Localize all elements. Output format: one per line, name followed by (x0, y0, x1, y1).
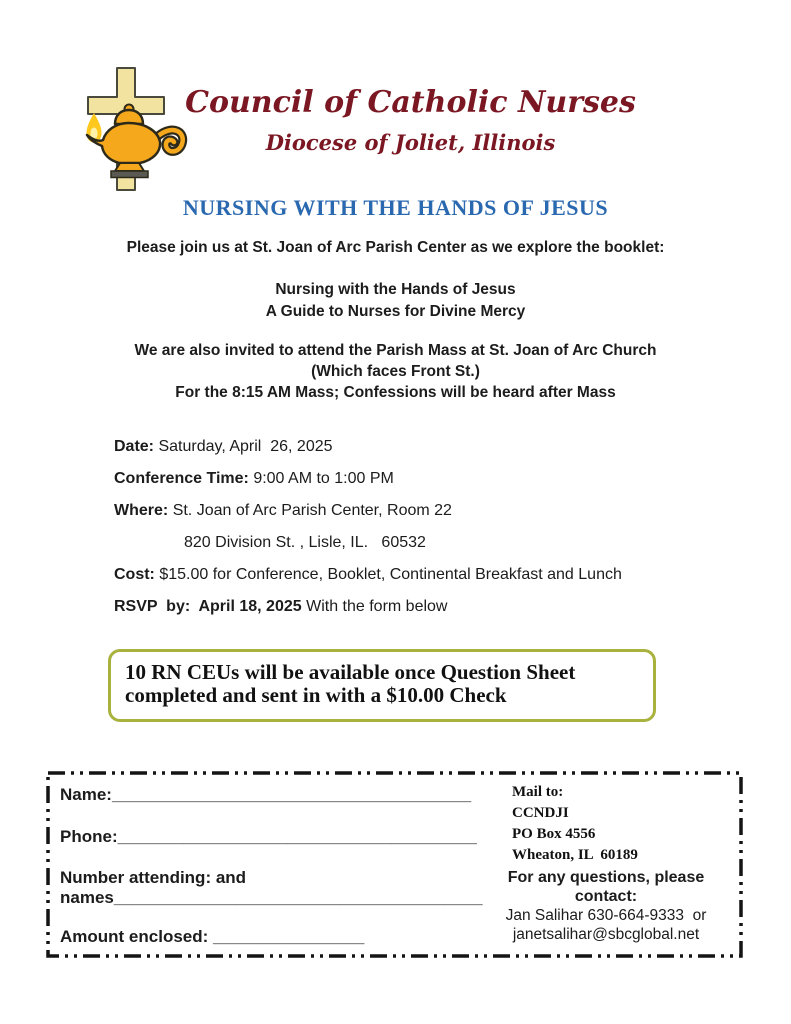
mail-to-heading: Mail to: (512, 784, 564, 800)
where-label: Where: (114, 502, 169, 519)
ceu-notice-line2: completed and sent in with a $10.00 Check (125, 683, 507, 707)
detail-date (114, 437, 751, 456)
questions-heading: For any questions, please contact: (507, 869, 709, 905)
detail-time (114, 469, 751, 488)
names-label: names (60, 888, 114, 907)
name-blank-line: ______________________________________ (111, 785, 472, 804)
amount-blank-line: ________________ (213, 927, 365, 946)
time-label: Conference Time: (114, 470, 249, 487)
detail-where (114, 501, 751, 520)
time-value: 9:00 AM to 1:00 PM (253, 470, 394, 487)
booklet-title: Nursing with the Hands of Jesus (275, 281, 516, 298)
booklet-title-block (0, 279, 791, 323)
detail-cost (114, 565, 751, 584)
org-location: Diocese of Joliet, Illinois (265, 130, 556, 155)
event-details (114, 437, 751, 629)
name-field-row (60, 785, 471, 805)
attending-label-row (60, 868, 246, 888)
org-name: Council of Catholic Nurses (185, 85, 636, 120)
mail-to-org: CCNDJI (512, 805, 569, 821)
mail-to-block (512, 782, 742, 866)
rsvp-note: With the form below (306, 598, 448, 615)
mail-to-pobox: PO Box 4556 (512, 826, 596, 842)
mass-info-block (0, 340, 791, 403)
where-address: 820 Division St. , Lisle, IL. 60532 (184, 534, 426, 551)
rsvp-label: RSVP by: April 18, 2025 (114, 598, 302, 615)
names-field-row (60, 888, 483, 908)
ceu-notice-box (108, 649, 656, 722)
mass-info-line3: For the 8:15 AM Mass; Confessions will be heard after Mass (175, 384, 616, 401)
attending-label: Number attending: and (60, 868, 247, 887)
booklet-subtitle: A Guide to Nurses for Divine Mercy (265, 303, 526, 320)
ceu-notice-line1: 10 RN CEUs will be available once Question Sheet (125, 660, 576, 684)
contact-email: janetsalihar@sbcglobal.net (512, 926, 700, 943)
where-value: St. Joan of Arc Parish Center, Room 22 (172, 502, 452, 519)
intro-text: Please join us at St. Joan of Arc Parish Center as we explore the booklet: (126, 239, 665, 256)
amount-label: Amount enclosed: (60, 927, 214, 946)
date-label: Date: (114, 438, 155, 455)
date-value: Saturday, April 26, 2025 (158, 438, 333, 455)
mass-info-line2: (Which faces Front St.) (311, 363, 480, 380)
phone-label: Phone: (60, 827, 118, 846)
cost-label: Cost: (114, 566, 155, 583)
name-label: Name: (60, 785, 112, 804)
event-title: NURSING WITH THE HANDS OF JESUS (182, 195, 609, 220)
names-blank-line: _______________________________________ (113, 888, 483, 907)
contact-phone: Jan Salihar 630-664-9333 or (505, 907, 707, 924)
detail-rsvp (114, 597, 751, 616)
mail-to-city: Wheaton, IL 60189 (512, 847, 638, 863)
mass-info-line1: We are also invited to attend the Parish Mass at St. Joan of Arc Church (134, 342, 657, 359)
phone-field-row (60, 827, 477, 847)
cost-value: $15.00 for Conference, Booklet, Continental Breakfast and Lunch (159, 566, 622, 583)
registration-form (46, 771, 743, 958)
amount-field-row (60, 927, 364, 947)
questions-block (484, 868, 728, 944)
phone-blank-line: ______________________________________ (117, 827, 477, 846)
